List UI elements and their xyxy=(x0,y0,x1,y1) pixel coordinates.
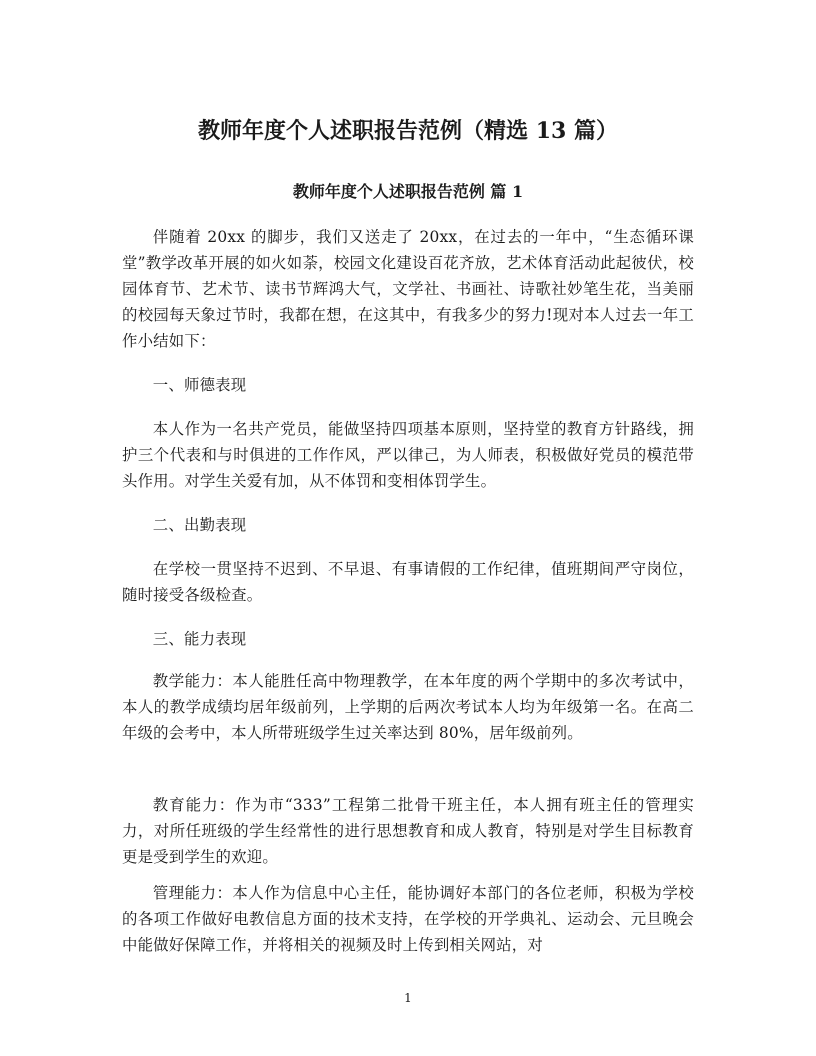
heading-ability: 三、能力表现 xyxy=(152,630,247,648)
management-ability-paragraph: 管理能力：本人作为信息中心主任，能协调好本部门的各位老师，积极为学校的各项工作做好电教信息方面的技术支持，在学校的开学典礼、运动会、元旦晚会中能做好保障工作，并将相关的视频及时上传到相关网站，对 xyxy=(122,884,694,954)
education-ability-paragraph: 教育能力：作为市“333”工程第二批骨干班主任，本人拥有班主任的管理实力，对所任班级的学生经常性的进行思想教育和成人教育，特别是对学生目标教育更是受到学生的欢迎。 xyxy=(122,796,694,866)
ethics-paragraph: 本人作为一名共产党员，能做坚持四项基本原则，坚持堂的教育方针路线，拥护三个代表和与时俱进的工作作风，严以律己，为人师表，积极做好党员的模范带头作用。对学生关爱有加，从不体罚和变相体罚学生。 xyxy=(122,420,694,490)
teaching-ability-paragraph: 教学能力：本人能胜任高中物理教学，在本年度的两个学期中的多次考试中，本人的教学成绩均居年级前列，上学期的后两次考试本人均为年级第一名。在高二年级的会考中，本人所带班级学生过关率达到 80%，居年级前列。 xyxy=(122,672,694,742)
heading-ethics: 一、师德表现 xyxy=(152,376,247,394)
heading-attendance: 二、出勤表现 xyxy=(152,516,247,534)
intro-paragraph: 伴随着 20xx 的脚步，我们又送走了 20xx，在过去的一年中，“生态循环课堂”教学改革开展的如火如荼，校园文化建设百花齐放，艺术体育活动此起彼伏，校园体育节、艺术节、读书节辉鸿大气，文学社、书画社、诗歌社妙笔生花，当美丽的校园每天象过节时，我都在想，在这其中，有我多少的努力!现对本人过去一年工作小结如下： xyxy=(122,228,694,350)
section-title: 教师年度个人述职报告范例 篇 1 xyxy=(292,182,524,201)
document-title: 教师年度个人述职报告范例（精选 13 篇） xyxy=(198,118,618,144)
page-number: 1 xyxy=(404,991,412,1005)
attendance-paragraph: 在学校一贯坚持不迟到、不早退、有事请假的工作纪律，值班期间严守岗位，随时接受各级检查。 xyxy=(122,560,694,604)
